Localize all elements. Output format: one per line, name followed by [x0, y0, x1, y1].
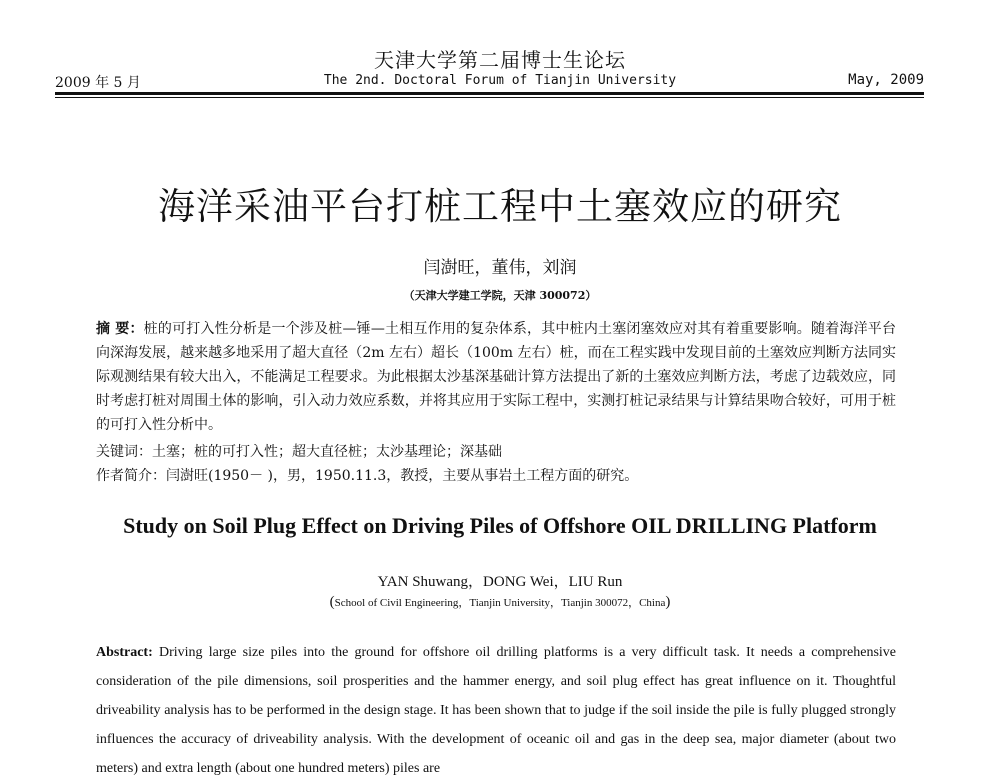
issue-date-cn: 2009 年 5 月 — [55, 75, 141, 91]
abstract-en-text: Driving large size piles into the ground for offshore oil drilling platforms is a very difficult task. It needs a comprehensive consideration of the pile dimensions, soil prosperities and the hammer energy, and soil plug effect has great influence on it. Thoughtful driveability analysis has to be performed in the design stage. It has been shown that to judge if the soil inside the pile is fully plugged strongly influences the accuracy of driveability analysis. With the development of oceanic oil and gas in the deep sea, major diameter (about two meters) and extra length (about one hundred meters) piles are — [96, 645, 896, 776]
affiliation-en — [0, 594, 1000, 611]
keywords-cn: 关键词：土塞；桩的可打入性；超大直径桩；太沙基理论；深基础 — [96, 444, 502, 460]
abstract-en — [96, 638, 896, 783]
header-rule-thin — [55, 97, 924, 98]
affiliation-en-open: ( — [329, 594, 335, 610]
forum-title: 天津大学第二届博士生论坛 — [374, 48, 626, 72]
affiliation-en-close: ) — [665, 594, 671, 610]
affiliation-cn: （天津大学建工学院，天津 300072） — [403, 289, 597, 302]
abstract-cn — [96, 317, 896, 437]
issue-date-en: May, 2009 — [848, 72, 924, 88]
affiliation-en-text: School of Civil Engineering，Tianjin University，Tianjin 300072，China — [334, 597, 666, 609]
paper-title-en: Study on Soil Plug Effect on Driving Piles of Offshore OIL DRILLING Platform — [123, 513, 877, 538]
authors-cn: 闫澍旺，董伟，刘润 — [423, 258, 577, 278]
abstract-cn-label: 摘 要： — [96, 321, 144, 337]
abstract-en-label: Abstract: — [96, 645, 153, 660]
authors-en: YAN Shuwang，DONG Wei，LIU Run — [377, 574, 623, 590]
abstract-cn-text: 桩的可打入性分析是一个涉及桩—锤—土相互作用的复杂体系，其中桩内土塞闭塞效应对其有着重要影响。随着海洋平台向深海发展，越来越多地采用了超大直径（2m 左右）超长（100m 左右）桩，而在工程实践中发现目前的土塞效应判断方法同实际观测结果有较大出入，不能满足工程要求。为此根据太沙基深基础计算方法提出了新的土塞效应判断方法，考虑了边载效应，同时考虑打桩对周围土体的影响，引入动力效应系数，并将其应用于实际工程中，实测打桩记录结果与计算结果吻合较好，可用于桩的可打入性分析中。 — [96, 321, 896, 433]
header-rule-thick — [55, 92, 924, 95]
author-bio-cn: 作者简介：闫澍旺(1950－ )，男，1950.11.3，教授，主要从事岩土工程方面的研究。 — [96, 468, 639, 484]
paper-title-cn: 海洋采油平台打桩工程中土塞效应的研究 — [158, 185, 842, 228]
forum-title-en: The 2nd. Doctoral Forum of Tianjin University — [323, 73, 677, 88]
